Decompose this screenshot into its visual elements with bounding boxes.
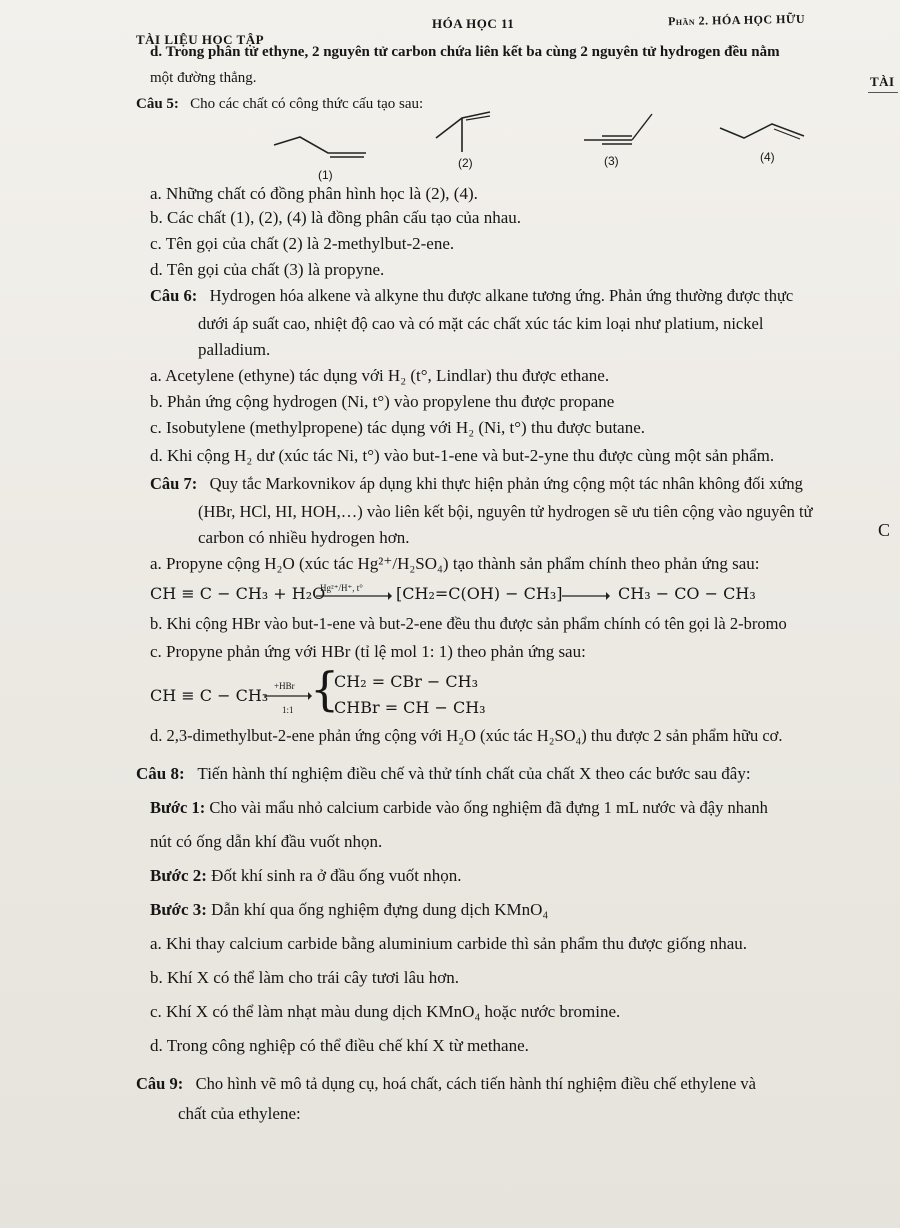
- q8-option-b: b. Khí X có thể làm cho trái cây tươi lâu hơn.: [150, 968, 460, 987]
- eq-c-left: CH ≡ C − CH₃: [150, 686, 269, 705]
- structure-1: [270, 135, 380, 160]
- structure-1-label: (1): [318, 168, 333, 182]
- header-side: TÀI: [870, 74, 895, 89]
- q8-step2-text: Đốt khí sinh ra ở đầu ống vuốt nhọn.: [211, 866, 462, 885]
- q8-option-a: a. Khi thay calcium carbide bằng aluminium carbide thì sản phẩm thu được giống nhau.: [150, 934, 747, 953]
- eq-a-arrow-2: [562, 590, 610, 602]
- q7-option-c: c. Propyne phản ứng với HBr (tỉ lệ mol 1: 1) theo phản ứng sau:: [150, 642, 586, 661]
- structure-4: [716, 116, 812, 144]
- q8-option-c: c. Khí X có thể làm nhạt màu dung dịch KMnO₄ hoặc nước bromine.: [150, 1002, 621, 1021]
- q6-option-c: c. Isobutylene (methylpropene) tác dụng với H₂ (Ni, t°) thu được butane.: [150, 418, 646, 437]
- eq-c-condition-bottom: 1:1: [282, 705, 294, 715]
- q7-stem-3: carbon có nhiều hydrogen hơn.: [198, 528, 410, 547]
- q6-stem-1-text: Hydrogen hóa alkene và alkyne thu được alkane tương ứng. Phản ứng thường được thực: [209, 286, 794, 305]
- q8-step3-text: Dẫn khí qua ống nghiệm đựng dung dịch KMnO₄: [211, 900, 549, 919]
- q6-stem-1: [150, 286, 793, 306]
- q6-stem-2: dưới áp suất cao, nhiệt độ cao và có mặt các chất xúc tác kim loại như platium, nickel: [198, 314, 764, 333]
- q9-label: Câu 9:: [136, 1074, 184, 1093]
- q7-option-a: a. Propyne cộng H₂O (xúc tác Hg²⁺/H₂SO₄) tạo thành sản phẩm chính theo phản ứng sau:: [150, 554, 760, 573]
- eq-a-product: CH₃ − CO − CH₃: [618, 584, 756, 603]
- q8-step1-label: Bước 1:: [150, 798, 206, 817]
- q9-stem-1-text: Cho hình vẽ mô tả dụng cụ, hoá chất, cách tiến hành thí nghiệm điều chế ethylene và: [195, 1074, 756, 1093]
- intro-d-line2: một đường thẳng.: [150, 70, 257, 86]
- q5-label: Câu 5:: [136, 96, 179, 112]
- q7-stem-2: (HBr, HCl, HI, HOH,…) vào liên kết bội, nguyên tử hydrogen sẽ ưu tiên cộng vào nguyên tử: [198, 502, 813, 521]
- q9-stem-1: [136, 1074, 756, 1094]
- structure-4-label: (4): [760, 150, 775, 164]
- q8-stem: [136, 764, 751, 784]
- q8-step2-label: Bước 2:: [150, 866, 207, 885]
- q8-option-d: d. Trong công nghiệp có thể điều chế khí X từ methane.: [150, 1036, 529, 1055]
- q7-stem-1: [150, 474, 803, 494]
- structure-3: [580, 110, 660, 150]
- structure-2-label: (2): [458, 156, 473, 170]
- q5-option-b: b. Các chất (1), (2), (4) là đồng phân cấu tạo của nhau.: [150, 208, 522, 227]
- q5-option-c: c. Tên gọi của chất (2) là 2-methylbut-2-ene.: [150, 234, 455, 253]
- eq-a-left: CH ≡ C − CH₃ + H₂O: [150, 584, 326, 603]
- q6-option-a: a. Acetylene (ethyne) tác dụng với H₂ (t°, Lindlar) thu được ethane.: [150, 366, 610, 385]
- intro-d-line1: d. Trong phân tử ethyne, 2 nguyên tử carbon chứa liên kết ba cùng 2 nguyên tử hydrogen đều nằm: [150, 44, 780, 60]
- structure-3-label: (3): [604, 154, 619, 168]
- eq-c-condition-top: +HBr: [274, 681, 295, 691]
- q6-label: Câu 6:: [150, 286, 198, 305]
- q7-option-d: d. 2,3-dimethylbut-2-ene phản ứng cộng với H₂O (xúc tác H₂SO₄) thu được 2 sản phẩm hữu cơ.: [150, 726, 783, 745]
- q5-option-d: d. Tên gọi của chất (3) là propyne.: [150, 260, 385, 279]
- q6-stem-3: palladium.: [198, 340, 271, 359]
- header-right: Phần 2. HÓA HỌC HỮU: [667, 11, 806, 29]
- eq-c-product-1: CH₂ = CBr − CH₃: [334, 672, 479, 691]
- eq-a-condition: Hg²⁺/H⁺, t°: [320, 583, 363, 593]
- q9-stem-2: chất của ethylene:: [178, 1104, 301, 1123]
- side-rule: [868, 92, 898, 93]
- eq-c-brace: {: [310, 662, 340, 716]
- q8-stem-text: Tiến hành thí nghiệm điều chế và thử tính chất của chất X theo các bước sau đây:: [197, 764, 751, 783]
- header-center: HÓA HỌC 11: [432, 16, 515, 31]
- q7-option-b: b. Khi cộng HBr vào but-1-ene và but-2-ene đều thu được sản phẩm chính có tên gọi là 2-bromo: [150, 614, 787, 633]
- q8-step1-text: Cho vài mẩu nhỏ calcium carbide vào ống nghiệm đã đựng 1 mL nước và đậy nhanh: [209, 798, 768, 817]
- q8-step1: [150, 798, 768, 818]
- header-left: TÀI LIỆU HỌC TẬP: [136, 32, 265, 47]
- q5-stem: [136, 94, 423, 114]
- q8-step1-cont: nút có ống dẫn khí đầu vuốt nhọn.: [150, 832, 383, 851]
- eq-a-arrow-1: [316, 590, 392, 602]
- q5-stem-text: Cho các chất có công thức cấu tạo sau:: [190, 96, 424, 112]
- eq-a-intermediate: [CH₂=C(OH) − CH₃]: [396, 584, 563, 603]
- q7-stem-1-text: Quy tắc Markovnikov áp dụng khi thực hiện phản ứng cộng một tác nhân không đối xứng: [209, 474, 803, 493]
- q8-step3: [150, 900, 548, 920]
- q6-option-b: b. Phản ứng cộng hydrogen (Ni, t°) vào propylene thu được propane: [150, 392, 615, 411]
- q8-step2: [150, 866, 461, 886]
- q8-step3-label: Bước 3:: [150, 900, 207, 919]
- structure-2: [430, 108, 500, 158]
- q8-label: Câu 8:: [136, 764, 185, 783]
- q6-option-d: d. Khi cộng H₂ dư (xúc tác Ni, t°) vào but-1-ene và but-2-yne thu được cùng một sản phẩm.: [150, 446, 775, 465]
- q5-option-a: a. Những chất có đồng phân hình học là (2), (4).: [150, 184, 478, 203]
- q7-label: Câu 7:: [150, 474, 198, 493]
- side-letter: C: [878, 520, 891, 540]
- eq-c-product-2: CHBr = CH − CH₃: [334, 698, 486, 717]
